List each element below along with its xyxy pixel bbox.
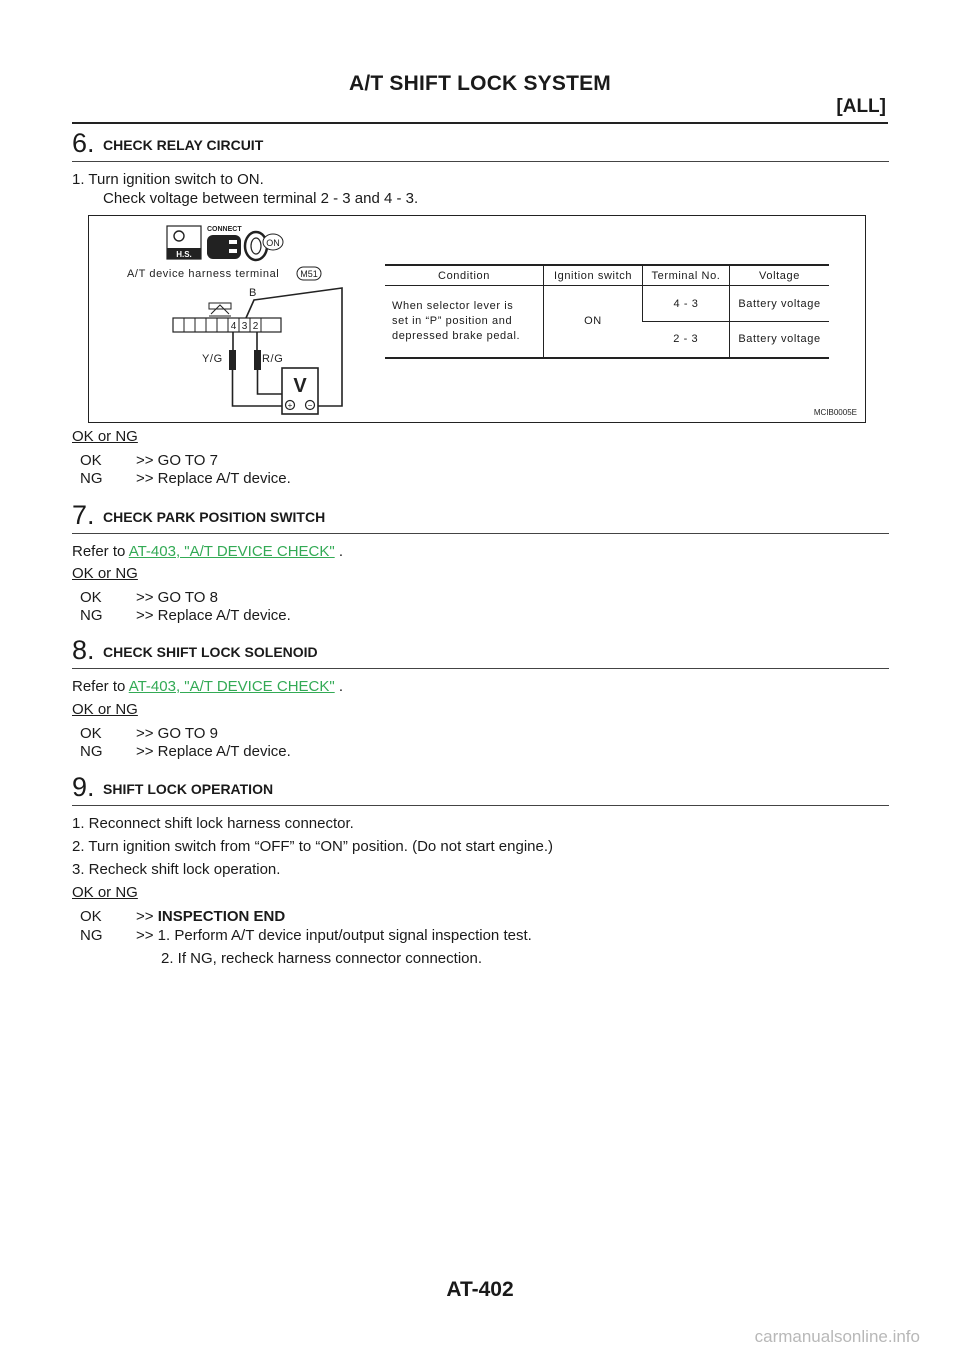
ignition-cell: ON [544,286,643,358]
voltmeter-label: V [293,375,307,397]
probe-rg [254,350,261,370]
wire-yg-label: Y/G [202,353,223,365]
ok-or-ng-label: OK or NG [72,884,138,901]
ng-result: >> Replace A/T device. [136,743,291,760]
step-6-heading [72,125,889,162]
spec-table-header [385,265,829,286]
ok-code: OK [80,725,102,742]
ok-result: >> INSPECTION END [136,908,286,925]
step-7-reference: Refer to AT-403, "A/T DEVICE CHECK" . [72,543,344,560]
step-8-reference: Refer to AT-403, "A/T DEVICE CHECK" . [72,678,344,695]
ok-result: >> GO TO 7 [136,452,218,469]
step-number: 9. [72,772,95,802]
step-8-heading [72,632,889,669]
step-title: SHIFT LOCK OPERATION [103,781,274,797]
ok-result: >> GO TO 8 [136,589,218,606]
ok-or-ng-label: OK or NG [72,701,138,718]
plus-terminal: + [287,401,293,410]
ok-code: OK [80,908,102,925]
minus-terminal: − [307,401,313,410]
probe-yg [229,350,236,370]
voltmeter-icon [282,368,318,414]
ng-result-continued: 2. If NG, recheck harness connector connection. [161,950,482,967]
step-number: 8. [72,635,95,665]
connector-disconnect-icon [207,226,242,259]
pin-3: 3 [241,321,248,332]
step-9-item-2: 2. Turn ignition switch from “OFF” to “ON” position. (Do not start engine.) [72,838,553,855]
wire-rg-label: R/G [262,353,284,365]
terminal-cell: 2 - 3 [673,333,699,346]
step-title: CHECK SHIFT LOCK SOLENOID [103,644,318,660]
terminal-cell: 4 - 3 [643,286,730,322]
table-row [385,286,829,322]
step-number: 7. [72,500,95,530]
hs-label: H.S. [176,250,192,259]
reference-link[interactable]: AT-403, "A/T DEVICE CHECK" [128,678,335,695]
ok-code: OK [80,452,102,469]
page-title: A/T SHIFT LOCK SYSTEM [348,72,612,95]
ng-code: NG [80,743,103,760]
step-7-heading [72,497,889,534]
harness-connector [173,303,281,332]
step-title: CHECK PARK POSITION SWITCH [103,509,326,525]
header-voltage: Voltage [730,265,830,286]
ok-result: >> GO TO 9 [136,725,218,742]
spec-table [385,264,829,359]
step-number: 6. [72,128,95,158]
header-ignition: Ignition switch [544,265,643,286]
connect-label: CONNECT [207,226,242,233]
ok-or-ng-label: OK or NG [72,565,138,582]
voltage-cell: Battery voltage [730,286,830,322]
header-condition: Condition [438,269,490,282]
on-label: ON [266,238,280,248]
step-6-instruction-1: 1. Turn ignition switch to ON. [72,171,264,188]
figure-code: MCIB0005E [813,408,857,417]
connector-label: A/T device harness terminal [127,268,280,280]
connector-id: M51 [300,269,318,279]
section-tag: [ALL] [836,96,886,117]
reference-link[interactable]: AT-403, "A/T DEVICE CHECK" [128,543,335,560]
wire-b-label: B [249,287,257,299]
ok-code: OK [80,589,102,606]
step-title: CHECK RELAY CIRCUIT [103,137,264,153]
pin-2: 2 [252,321,259,332]
page-number: AT-402 [446,1278,514,1301]
step-9-item-3: 3. Recheck shift lock operation. [72,861,281,878]
header-terminal: Terminal No. [643,265,730,286]
voltage-check-figure [88,215,866,423]
ng-result: >> Replace A/T device. [136,607,291,624]
ignition-key-icon [245,232,283,260]
ng-result: >> 1. Perform A/T device input/output signal inspection test. [136,927,532,944]
header-rule [72,122,888,124]
hs-icon [167,226,201,259]
step-9-heading [72,769,889,806]
condition-cell: When selector lever is set in “P” position and depressed brake pedal. [392,299,521,342]
ng-result: >> Replace A/T device. [136,470,291,487]
step-6-instruction-2: Check voltage between terminal 2 - 3 and 4 - 3. [103,190,419,207]
ng-code: NG [80,607,103,624]
watermark: carmanualsonline.info [754,1327,920,1346]
ng-code: NG [80,470,103,487]
pin-4: 4 [230,321,237,332]
voltage-cell: Battery voltage [730,322,830,358]
harness-diagram [89,216,389,421]
ok-or-ng-label: OK or NG [72,428,138,445]
ng-code: NG [80,927,103,944]
step-9-item-1: 1. Reconnect shift lock harness connector. [72,815,354,832]
